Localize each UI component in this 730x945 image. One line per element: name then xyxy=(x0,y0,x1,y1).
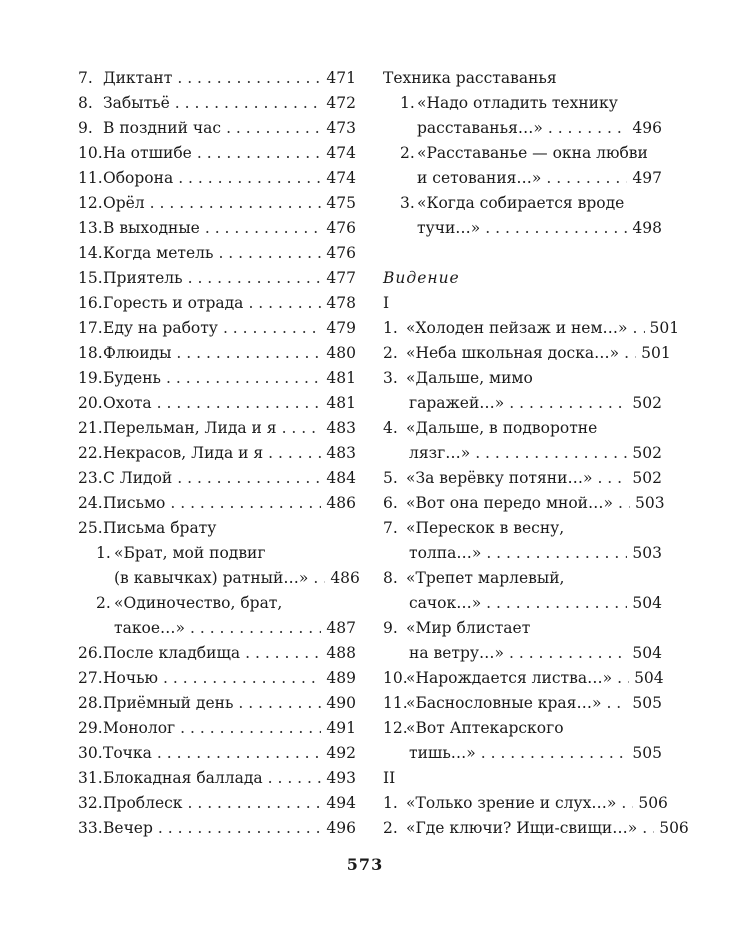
toc-entry xyxy=(78,541,356,566)
dot-leader xyxy=(177,66,321,91)
toc-entry xyxy=(383,416,662,441)
toc-entry xyxy=(78,766,356,791)
toc-entry-title: тучи…» xyxy=(417,219,481,237)
toc-entry-number: 12. xyxy=(383,719,408,737)
toc-entry-title: После кладбища xyxy=(103,644,241,662)
dot-leader xyxy=(245,641,321,666)
toc-entry-title: Оборона xyxy=(103,169,174,187)
toc-entry-page: 497 xyxy=(632,169,662,187)
toc-entry-number: 7. xyxy=(383,519,398,537)
dot-leader xyxy=(176,341,321,366)
toc-entry-title: Некрасов, Лида и я xyxy=(103,444,264,462)
toc-entry-number: 20. xyxy=(78,394,103,412)
toc-entry-page: 484 xyxy=(326,469,356,487)
toc-entry-number: 2. xyxy=(96,594,111,612)
toc-entry-number: 33. xyxy=(78,819,103,837)
toc-entry-number: 30. xyxy=(78,744,103,762)
dot-leader xyxy=(509,641,627,666)
toc-entry xyxy=(78,466,356,491)
toc-entry-title: «Надо отладить технику xyxy=(417,94,618,112)
toc-entry xyxy=(383,566,662,591)
toc-entry-title: II xyxy=(383,769,396,787)
toc-entry-title: «Где ключи? Ищи-свищи…» xyxy=(406,819,638,837)
toc-entry-number: 29. xyxy=(78,719,103,737)
toc-entry-page: 502 xyxy=(632,444,662,462)
toc-entry-page: 487 xyxy=(326,619,356,637)
dot-leader xyxy=(621,791,633,816)
toc-entry-title: расставанья…» xyxy=(417,119,543,137)
toc-entry-title: «Неба школьная доска…» xyxy=(406,344,620,362)
dot-leader xyxy=(486,541,627,566)
toc-entry-page: 504 xyxy=(632,594,662,612)
toc-entry-title: С Лидой xyxy=(103,469,173,487)
toc-entry xyxy=(78,716,356,741)
toc-entry xyxy=(78,166,356,191)
toc-entry-page: 504 xyxy=(634,669,664,687)
toc-entry xyxy=(383,616,662,641)
toc-entry-number: 26. xyxy=(78,644,103,662)
toc-entry-title: «Вот Аптекарского xyxy=(406,719,564,737)
toc-entry-title: такое…» xyxy=(114,619,185,637)
dot-leader xyxy=(223,316,321,341)
toc-entry-title: «Баснословные края…» xyxy=(406,694,602,712)
toc-entry-number: 11. xyxy=(78,169,103,187)
toc-entry xyxy=(78,741,356,766)
toc-entry xyxy=(383,516,662,541)
toc-entry-title: сачок…» xyxy=(409,594,482,612)
toc-entry-number: 7. xyxy=(78,69,93,87)
dot-leader xyxy=(624,341,636,366)
dot-leader xyxy=(190,616,321,641)
toc-entry xyxy=(78,666,356,691)
toc-entry-page: 486 xyxy=(326,494,356,512)
dot-leader xyxy=(481,741,628,766)
dot-leader xyxy=(268,766,322,791)
toc-entry xyxy=(383,116,662,141)
toc-entry xyxy=(78,516,356,541)
toc-entry-title: «Только зрение и слух…» xyxy=(406,794,617,812)
dot-leader xyxy=(177,466,321,491)
page-number: 573 xyxy=(346,855,384,874)
toc-entry xyxy=(78,241,356,266)
dot-leader xyxy=(618,491,630,516)
toc-entry-title: Охота xyxy=(103,394,152,412)
toc-entry-title: «Одиночество, брат, xyxy=(114,594,283,612)
toc-entry-page: 498 xyxy=(632,219,662,237)
toc-entry-title: на ветру…» xyxy=(409,644,504,662)
toc-entry-number: 18. xyxy=(78,344,103,362)
toc-entry-page: 496 xyxy=(326,819,356,837)
dot-leader xyxy=(188,791,322,816)
dot-leader xyxy=(633,316,645,341)
dot-leader xyxy=(606,691,627,716)
toc-entry-page: 486 xyxy=(330,569,360,587)
toc-entry-title: Диктант xyxy=(103,69,173,87)
toc-entry-page: 474 xyxy=(326,169,356,187)
toc-entry-title: Приёмный день xyxy=(103,694,234,712)
toc-entry-number: 23. xyxy=(78,469,103,487)
toc-entry-title: Горесть и отрада xyxy=(103,294,244,312)
dot-leader xyxy=(485,216,627,241)
toc-entry-number: 32. xyxy=(78,794,103,812)
toc-entry-number: 12. xyxy=(78,194,103,212)
toc-entry-title: Ночью xyxy=(103,669,159,687)
toc-entry-page: 488 xyxy=(326,644,356,662)
toc-entry-title: Перельман, Лида и я xyxy=(103,419,277,437)
toc-entry xyxy=(78,691,356,716)
dot-leader xyxy=(163,666,321,691)
toc-entry-page: 502 xyxy=(632,394,662,412)
dot-leader xyxy=(157,391,322,416)
toc-entry xyxy=(78,391,356,416)
dot-leader xyxy=(166,366,321,391)
toc-entry-title: «Мир блистает xyxy=(406,619,531,637)
toc-entry-title: (в кавычках) ратный…» xyxy=(114,569,309,587)
toc-entry xyxy=(383,716,662,741)
toc-entry-page: 492 xyxy=(326,744,356,762)
toc-entry-number: 19. xyxy=(78,369,103,387)
toc-entry xyxy=(383,641,662,666)
toc-entry-number: 9. xyxy=(383,619,398,637)
toc-entry-title: Вечер xyxy=(103,819,153,837)
toc-entry xyxy=(78,291,356,316)
toc-entry-page: 481 xyxy=(326,369,356,387)
toc-entry xyxy=(383,741,662,766)
toc-entry-page: 505 xyxy=(632,744,662,762)
toc-entry xyxy=(383,691,662,716)
toc-entry xyxy=(383,766,662,791)
toc-entry-title: I xyxy=(383,294,390,312)
toc-entry xyxy=(78,641,356,666)
toc-entry-number: 16. xyxy=(78,294,103,312)
toc-entry xyxy=(383,366,662,391)
dot-leader xyxy=(617,666,629,691)
toc-entry-title: «Дальше, в подворотне xyxy=(406,419,598,437)
toc-entry xyxy=(383,316,680,341)
toc-entry-title: «Перескок в весну, xyxy=(406,519,565,537)
toc-entry xyxy=(383,191,662,216)
toc-entry-title: толпа…» xyxy=(409,544,482,562)
toc-entry xyxy=(78,416,356,441)
dot-leader xyxy=(188,266,322,291)
toc-entry xyxy=(78,791,356,816)
toc-entry-title: Еду на работу xyxy=(103,319,218,337)
toc-entry-number: 28. xyxy=(78,694,103,712)
toc-entry-number: 31. xyxy=(78,769,103,787)
toc-entry-page: 506 xyxy=(659,819,689,837)
toc-entry-page: 476 xyxy=(326,219,356,237)
toc-entry-title: «За верёвку потяни…» xyxy=(406,469,593,487)
toc-entry-page: 471 xyxy=(326,69,356,87)
dot-leader xyxy=(475,441,627,466)
toc-entry-title: «Нарождается листва…» xyxy=(406,669,613,687)
toc-entry-number: 6. xyxy=(383,494,398,512)
toc-entry-title: «Когда собирается вроде xyxy=(417,194,625,212)
toc-entry-title: Орёл xyxy=(103,194,145,212)
dot-leader xyxy=(509,391,627,416)
toc-entry-title: Техника расставанья xyxy=(383,69,557,87)
toc-entry-page: 502 xyxy=(632,469,662,487)
toc-entry-number: 4. xyxy=(383,419,398,437)
toc-entry-number: 10. xyxy=(78,144,103,162)
toc-entry-number: 3. xyxy=(383,369,398,387)
toc-left-column xyxy=(78,66,360,841)
toc-entry-number: 1. xyxy=(383,794,398,812)
toc-entry xyxy=(78,341,356,366)
toc-entry xyxy=(383,791,668,816)
dot-leader xyxy=(248,291,321,316)
dot-leader xyxy=(170,491,321,516)
toc-entry-number: 2. xyxy=(383,344,398,362)
toc-entry-number: 24. xyxy=(78,494,103,512)
toc-entry-page: 501 xyxy=(641,344,671,362)
toc-entry-page: 504 xyxy=(632,644,662,662)
toc-entry xyxy=(78,316,356,341)
toc-entry xyxy=(383,216,662,241)
toc-entry-title: «Расставанье — окна любви xyxy=(417,144,648,162)
toc-entry xyxy=(78,816,356,841)
toc-entry-title: «Брат, мой подвиг xyxy=(114,544,266,562)
toc-entry xyxy=(383,166,662,191)
toc-entry-number: 21. xyxy=(78,419,103,437)
toc-entry xyxy=(383,466,662,491)
toc-entry xyxy=(78,591,356,616)
dot-leader xyxy=(226,116,321,141)
toc-entry-number: 25. xyxy=(78,519,103,537)
toc-entry xyxy=(78,116,356,141)
toc-entry-page: 496 xyxy=(632,119,662,137)
toc-right-column xyxy=(383,66,689,841)
toc-entry-title: лязг…» xyxy=(409,444,471,462)
toc-entry-page: 505 xyxy=(632,694,662,712)
toc-entry-number: 13. xyxy=(78,219,103,237)
toc-entry xyxy=(78,191,356,216)
toc-entry-number: 27. xyxy=(78,669,103,687)
toc-entry-title: Точка xyxy=(103,744,152,762)
toc-entry xyxy=(78,366,356,391)
dot-leader xyxy=(486,591,627,616)
toc-entry xyxy=(383,591,662,616)
toc-entry-number: 8. xyxy=(78,94,93,112)
toc-entry-number: 15. xyxy=(78,269,103,287)
toc-entry-page: 489 xyxy=(326,669,356,687)
toc-entry-number: 3. xyxy=(400,194,415,212)
toc-entry-page: 483 xyxy=(326,419,356,437)
toc-entry xyxy=(383,391,662,416)
toc-entry xyxy=(383,341,671,366)
toc-entry xyxy=(78,441,356,466)
toc-entry xyxy=(78,216,356,241)
dot-leader xyxy=(150,191,322,216)
toc-entry-number: 8. xyxy=(383,569,398,587)
toc-entry-title: «Вот она передо мной…» xyxy=(406,494,613,512)
dot-leader xyxy=(642,816,654,841)
toc-entry-page: 506 xyxy=(638,794,668,812)
toc-entry-page: 491 xyxy=(326,719,356,737)
toc-entry xyxy=(383,441,662,466)
toc-entry xyxy=(78,266,356,291)
dot-leader xyxy=(282,416,322,441)
toc-entry-number: 2. xyxy=(400,144,415,162)
toc-entry xyxy=(78,491,356,516)
toc-entry-number: 1. xyxy=(96,544,111,562)
dot-leader xyxy=(268,441,321,466)
toc-entry-title: Флюиды xyxy=(103,344,172,362)
dot-leader xyxy=(178,166,321,191)
toc-entry-number: 17. xyxy=(78,319,103,337)
toc-entry xyxy=(78,566,360,591)
toc-entry-page: 494 xyxy=(326,794,356,812)
toc-entry-page: 490 xyxy=(326,694,356,712)
toc-entry-number: 1. xyxy=(400,94,415,112)
toc-entry xyxy=(383,291,662,316)
toc-entry xyxy=(383,66,662,91)
toc-entry-number: 14. xyxy=(78,244,103,262)
toc-entry-page: 501 xyxy=(649,319,680,337)
toc-entry-page: 477 xyxy=(326,269,356,287)
dot-leader xyxy=(180,716,321,741)
toc-entry-page: 481 xyxy=(326,394,356,412)
toc-entry-number: 9. xyxy=(78,119,93,137)
dot-leader xyxy=(597,466,627,491)
toc-entry-title: Блокадная баллада xyxy=(103,769,263,787)
toc-entry-title: и сетования…» xyxy=(417,169,542,187)
dot-leader xyxy=(546,166,627,191)
toc-entry-title: гаражей…» xyxy=(409,394,505,412)
toc-entry-title: Проблеск xyxy=(103,794,183,812)
toc-entry xyxy=(78,616,356,641)
toc-entry xyxy=(383,91,662,116)
dot-leader xyxy=(175,91,322,116)
toc-entry-title: Письмо xyxy=(103,494,166,512)
toc-entry-number: 5. xyxy=(383,469,398,487)
toc-entry xyxy=(78,91,356,116)
toc-entry-title: На отшибе xyxy=(103,144,192,162)
dot-leader xyxy=(238,691,321,716)
toc-entry-number: 2. xyxy=(383,819,398,837)
toc-entry xyxy=(383,816,689,841)
toc-entry xyxy=(383,666,662,691)
toc-entry-page: 476 xyxy=(326,244,356,262)
toc-entry xyxy=(383,141,662,166)
toc-entry-number: 1. xyxy=(383,319,398,337)
toc-entry-number: 22. xyxy=(78,444,103,462)
toc-entry-title: Забытьё xyxy=(103,94,170,112)
toc-entry-title: Приятель xyxy=(103,269,183,287)
toc-entry-number: 10. xyxy=(383,669,408,687)
toc-entry-title: «Трепет марлевый, xyxy=(406,569,565,587)
toc-entry-page: 493 xyxy=(326,769,356,787)
dot-leader xyxy=(548,116,628,141)
toc-entry-page: 473 xyxy=(326,119,356,137)
toc-entry-page: 480 xyxy=(326,344,356,362)
toc-entry-title: В поздний час xyxy=(103,119,222,137)
toc-entry-page: 479 xyxy=(326,319,356,337)
toc-entry-page: 474 xyxy=(326,144,356,162)
dot-leader xyxy=(218,241,321,266)
toc-entry-title: В выходные xyxy=(103,219,200,237)
toc-entry-title: Письма брату xyxy=(103,519,217,537)
toc-entry-title: «Дальше, мимо xyxy=(406,369,533,387)
dot-leader xyxy=(157,741,322,766)
toc-entry-title: тишь…» xyxy=(409,744,476,762)
dot-leader xyxy=(313,566,325,591)
toc-section-title: Видение xyxy=(383,269,460,287)
toc-entry-page: 503 xyxy=(632,544,662,562)
toc-entry xyxy=(78,141,356,166)
toc-entry xyxy=(383,491,665,516)
toc-entry-page: 472 xyxy=(326,94,356,112)
toc-entry xyxy=(383,541,662,566)
dot-leader xyxy=(158,816,322,841)
toc-entry-title: Когда метель xyxy=(103,244,214,262)
toc-spacer xyxy=(383,241,662,266)
toc-entry-title: Будень xyxy=(103,369,161,387)
dot-leader xyxy=(197,141,322,166)
toc-entry-page: 483 xyxy=(326,444,356,462)
toc-entry-page: 475 xyxy=(326,194,356,212)
dot-leader xyxy=(205,216,322,241)
toc-entry-number: 11. xyxy=(383,694,408,712)
toc-entry xyxy=(78,66,356,91)
toc-entry-title: Монолог xyxy=(103,719,176,737)
toc-entry-page: 503 xyxy=(634,494,665,512)
toc-entry-title: «Холоден пейзаж и нем…» xyxy=(406,319,628,337)
toc-entry-page: 478 xyxy=(326,294,356,312)
